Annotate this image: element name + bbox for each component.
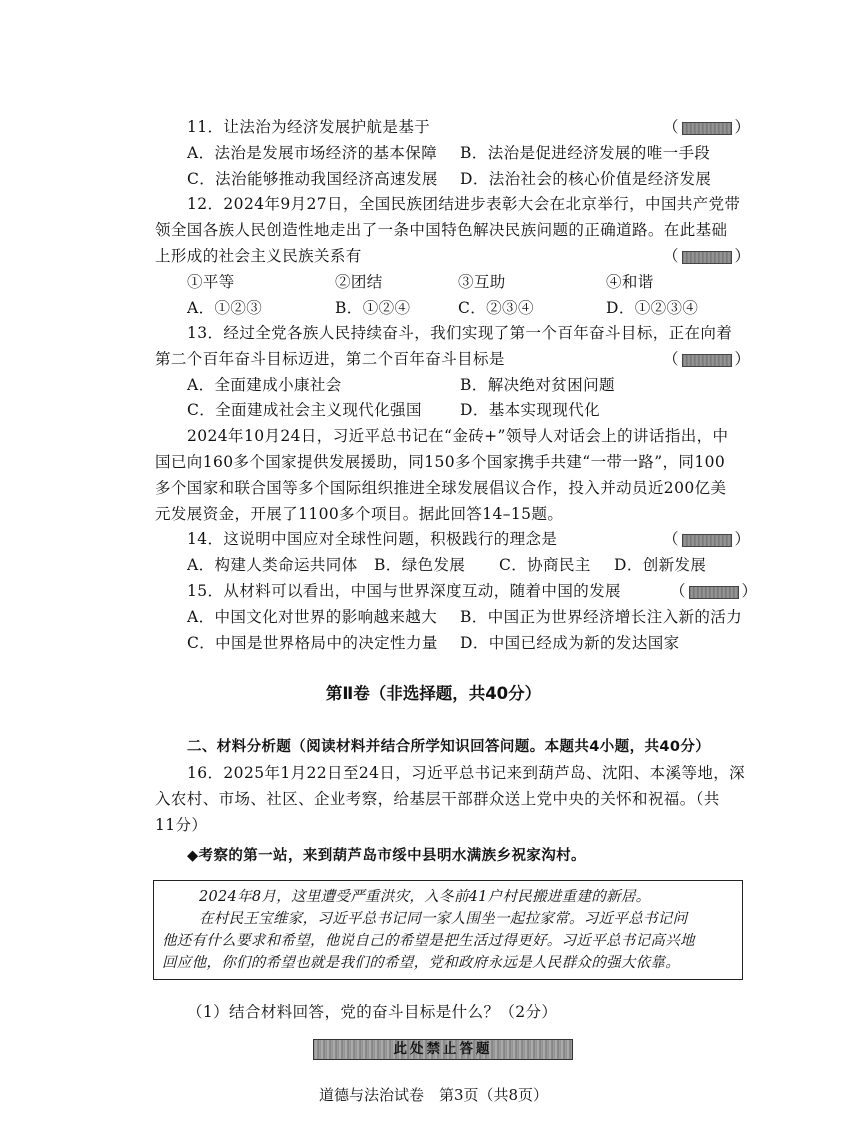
- q15-stem: 15．从材料可以看出，中国与世界深度互动，随着中国的发展: [187, 582, 621, 600]
- q12-answer-blank[interactable]: [682, 251, 732, 264]
- material-line-3: 多个国家和联合国等多个国际组织推进全球发展倡议合作，投入并动员近200亿美: [155, 479, 727, 497]
- q12-option-b[interactable]: B．①②④: [335, 299, 411, 317]
- q13-option-d[interactable]: D．基本实现现代化: [460, 401, 601, 419]
- q12-line-2: 领全国各族人民创造性地走出了一条中国特色解决民族问题的正确道路。在此基础: [155, 221, 728, 239]
- q15-option-b[interactable]: B．中国正为世界经济增长注入新的活力: [460, 608, 743, 626]
- material-line-4: 元发展资金，开展了1100多个项目。据此回答14–15题。: [155, 505, 564, 523]
- box-line-4: 回应他，你们的希望也就是我们的希望，党和政府永远是人民群众的强大依靠。: [162, 955, 680, 971]
- box-line-3: 他还有什么要求和希望，他说自己的希望是把生活过得更好。习近平总书记高兴地: [162, 933, 695, 949]
- q11-option-c[interactable]: C．法治能够推动我国经济高速发展: [187, 170, 438, 188]
- q11-option-d[interactable]: D．法治社会的核心价值是经济发展: [460, 170, 712, 188]
- box-line-2: 在村民王宝维家，习近平总书记同一家人围坐一起拉家常。习近平总书记问: [199, 911, 688, 927]
- q14-option-b[interactable]: B．绿色发展: [374, 556, 466, 574]
- q13-option-b[interactable]: B．解决绝对贫困问题: [460, 376, 615, 394]
- q16-line-2: 入农村、市场、社区、企业考察，给基层干部群众送上党中央的关怀和祝福。（共: [155, 790, 720, 808]
- material-line-1: 2024年10月24日，习近平总书记在“金砖+”领导人对话会上的讲话指出，中: [187, 427, 729, 445]
- q11-answer-blank[interactable]: [682, 122, 732, 135]
- q16-line-1: 16．2025年1月22日至24日，习近平总书记来到葫芦岛、沈阳、本溪等地，深: [187, 764, 746, 782]
- q13-answer-bracket: （ ）: [663, 350, 751, 368]
- q13-option-c[interactable]: C．全面建成社会主义现代化强国: [187, 401, 422, 419]
- q12-item-2: ②团结: [335, 273, 383, 291]
- q13-option-a[interactable]: A．全面建成小康社会: [187, 376, 342, 394]
- q15-option-c[interactable]: C．中国是世界格局中的决定性力量: [187, 634, 438, 652]
- q16-station-note: ◆考察的第一站，来到葫芦岛市绥中县明水满族乡祝家沟村。: [187, 848, 586, 864]
- box-line-1: 2024年8月，这里遭受严重洪灾，入冬前41户村民搬进重建的新居。: [199, 889, 651, 905]
- q14-answer-bracket: （ ）: [663, 530, 751, 548]
- q14-option-a[interactable]: A．构建人类命运共同体: [187, 556, 358, 574]
- q13-line-2: 第二个百年奋斗目标迈进，第二个百年奋斗目标是: [155, 350, 505, 368]
- q11-answer-bracket: （ ）: [663, 118, 751, 136]
- section-2-title: 第Ⅱ卷（非选择题，共40分）: [325, 684, 542, 703]
- q15-answer-blank[interactable]: [689, 586, 739, 599]
- q16-material-box: [153, 880, 743, 980]
- q16-line-3: 11分）: [155, 816, 208, 834]
- q12-option-d[interactable]: D．①②③④: [606, 299, 699, 317]
- part2-heading: 二、材料分析题（阅读材料并结合所学知识回答问题。本题共4小题，共40分）: [187, 739, 711, 755]
- q13-line-1: 13．经过全党各族人民持续奋斗，我们实现了第一个百年奋斗目标，正在向着: [187, 324, 733, 342]
- q12-item-1: ①平等: [187, 273, 235, 291]
- q12-option-c[interactable]: C．②③④: [458, 299, 534, 317]
- q16-sub-1: （1）结合材料回答，党的奋斗目标是什么？（2分）: [187, 1003, 558, 1021]
- q15-option-d[interactable]: D．中国已经成为新的发达国家: [460, 634, 680, 652]
- q12-item-4: ④和谐: [606, 273, 654, 291]
- page-footer: 道德与法治试卷 第3页（共8页）: [318, 1086, 549, 1104]
- q14-option-c[interactable]: C．协商民主: [499, 556, 591, 574]
- q12-line-1: 12．2024年9月27日，全国民族团结进步表彰大会在北京举行，中国共产党带: [187, 195, 741, 213]
- q11-option-a[interactable]: A．法治是发展市场经济的基本保障: [187, 144, 438, 162]
- q14-answer-blank[interactable]: [682, 534, 732, 547]
- q14-stem: 14．这说明中国应对全球性问题，积极践行的理念是: [187, 530, 558, 548]
- q15-answer-bracket: （ ）: [670, 582, 758, 600]
- q12-answer-bracket: （ ）: [663, 247, 751, 265]
- q13-answer-blank[interactable]: [682, 354, 732, 367]
- q12-line-3: 上形成的社会主义民族关系有: [155, 247, 362, 265]
- q11-option-b[interactable]: B．法治是促进经济发展的唯一手段: [460, 144, 711, 162]
- q15-option-a[interactable]: A．中国文化对世界的影响越来越大: [187, 608, 438, 626]
- q11-stem: 11．让法治为经济发展护航是基于: [187, 118, 431, 136]
- q14-option-d[interactable]: D．创新发展: [614, 556, 707, 574]
- no-answer-banner: 此处禁止答题: [313, 1039, 573, 1060]
- q12-option-a[interactable]: A．①②③: [187, 299, 263, 317]
- material-line-2: 国已向160多个国家提供发展援助，同150多个国家携手共建“一带一路”，同100: [155, 453, 726, 471]
- q12-item-3: ③互助: [458, 273, 506, 291]
